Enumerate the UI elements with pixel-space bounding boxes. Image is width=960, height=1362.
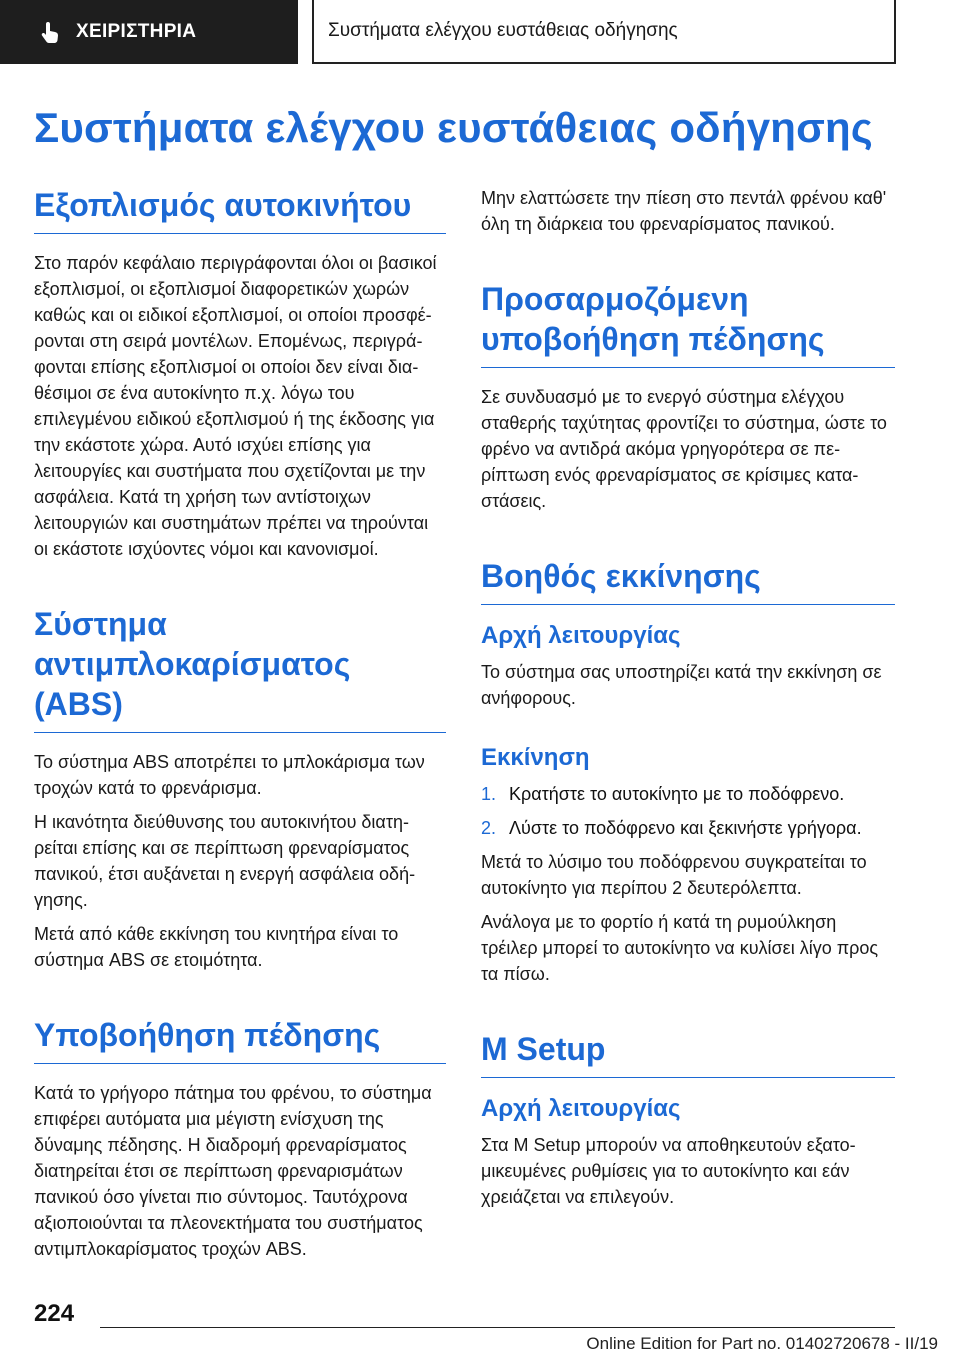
paragraph: Μετά το λύσιμο του ποδόφρενου συγκρατείται το αυτοκίνητο για περίπου 2 δευτερόλεπτα. xyxy=(481,852,867,898)
heading-adaptive-brake-assist: Προσαρμοζόμενη υποβοήθηση πέδησης xyxy=(481,279,895,368)
paragraph: Ανάλογα με το φορτίο ή κατά τη ρυμούλκηση τρέιλερ μπορεί το αυτοκίνητο να κυλίσει λίγο προς τα πίσω. xyxy=(481,912,879,984)
breadcrumb xyxy=(312,0,896,64)
paragraph: Μετά από κάθε εκκίνηση του κινητήρα είναι το σύστημα ABS σε ετοιμότητα. xyxy=(34,924,399,970)
steps-list xyxy=(481,781,895,841)
subheading-start: Εκκίνηση xyxy=(481,744,590,771)
right-column xyxy=(481,185,895,1218)
page-number: 224 xyxy=(34,1300,75,1327)
paragraph: Στο παρόν κεφάλαιο περιγράφονται όλοι οι βασικοί εξοπλισμοί, οι εξοπλισμοί διαφορετικών χωρών καθώς και οι ειδικοί εξοπλισμοί, οι οποίοι προσφέρονται στη σειρά μοντέλων. Επομένως, περιγράφονται επίσης εξοπλισμοί οι οποίοι δεν είναι διαθέσιμοι σε ένα αυτοκίνητο π.χ. λόγω του επιλεγμένου ειδικού εξοπλισμού ή της έκδοσης για την εκάστοτε χώρα. Αυτό ισχύει επίσης για λειτουργίες και συστήματα που σχετίζονται με την ασφάλεια. Κατά τη χρήση των αντίστοιχων λειτουργιών και συστημάτων πρέπει να τηρούνται οι εκάστοτε ισχύοντες νόμοι και κανονισμοί. xyxy=(34,253,437,559)
subheading-principle: Αρχή λειτουργίας xyxy=(481,1095,681,1122)
section-tab[interactable] xyxy=(0,0,298,64)
step-text: Λύστε το ποδόφρενο και ξεκινήστε γρήγορα. xyxy=(509,818,862,838)
breadcrumb-label: Συστήματα ελέγχου ευστάθειας οδήγησης xyxy=(328,20,678,41)
hand-touch-icon xyxy=(40,20,62,44)
footer-divider xyxy=(100,1327,895,1328)
heading-hill-start-assist: Βοηθός εκκίνησης xyxy=(481,556,895,605)
heading-vehicle-equipment: Εξοπλισμός αυτοκινήτου xyxy=(34,185,446,234)
subheading-principle: Αρχή λειτουργίας xyxy=(481,622,681,649)
edition-note: Online Edition for Part no. 01402720678 - II/19 xyxy=(586,1334,938,1353)
paragraph: Η ικανότητα διεύθυνσης του αυτοκινήτου διατηρείται επίσης και σε περίπτωση φρεναρίσματος πανικού, έτσι αυξάνεται η ενεργή ασφάλεια οδήγησης. xyxy=(34,812,416,910)
list-item xyxy=(481,815,895,841)
heading-abs: Σύστημα αντιμπλοκαρίσματος (ABS) xyxy=(34,604,446,733)
step-text: Κρατήστε το αυτοκίνητο με το ποδόφρενο. xyxy=(509,784,845,804)
list-item xyxy=(481,781,895,807)
step-number: 2. xyxy=(481,818,497,838)
heading-m-setup: M Setup xyxy=(481,1029,895,1078)
paragraph: Στα M Setup μπορούν να αποθηκευτούν εξατομικευμένες ρυθμίσεις για το αυτοκίνητο και εάν χρειάζεται να επιλεγούν. xyxy=(481,1135,856,1207)
left-column xyxy=(34,185,446,1270)
step-number: 1. xyxy=(481,784,497,804)
paragraph: Μην ελαττώσετε την πίεση στο πεντάλ φρένου καθ' όλη τη διάρκεια του φρεναρίσματος πανικού. xyxy=(481,188,887,234)
paragraph: Το σύστημα ABS αποτρέπει το μπλοκάρισμα των τροχών κατά το φρενάρισμα. xyxy=(34,752,425,798)
section-tab-label: ΧΕΙΡΙΣΤΗΡΙΑ xyxy=(76,21,197,42)
heading-brake-assist: Υποβοήθηση πέδησης xyxy=(34,1015,446,1064)
paragraph: Σε συνδυασμό με το ενεργό σύστημα ελέγχου σταθερής ταχύτητας φροντίζει το σύστημα, ώστε το φρένο να αντιδρά ακόμα γρηγορότερα σε περίπτωση ενός φρεναρίσματος σε κρίσιμες καταστάσεις. xyxy=(481,387,887,511)
paragraph: Κατά το γρήγορο πάτημα του φρένου, το σύστημα επιφέρει αυτόματα μια μέγιστη ενίσχυση της δύναμης πέδησης. Η διαδρομή φρεναρίσματος διατηρείται έτσι σε περίπτωση φρεναρισμάτων πανικού όσο γίνεται πιο σύντομος. Ταυτόχρονα αξιοποιούνται τα πλεονεκτήματα του συστήματος αντιμπλοκαρίσματος τροχών ABS. xyxy=(34,1083,432,1259)
page-title: Συστήματα ελέγχου ευστάθειας οδήγησης xyxy=(34,104,873,151)
paragraph: Το σύστημα σας υποστηρίζει κατά την εκκίνηση σε ανήφορους. xyxy=(481,662,882,708)
